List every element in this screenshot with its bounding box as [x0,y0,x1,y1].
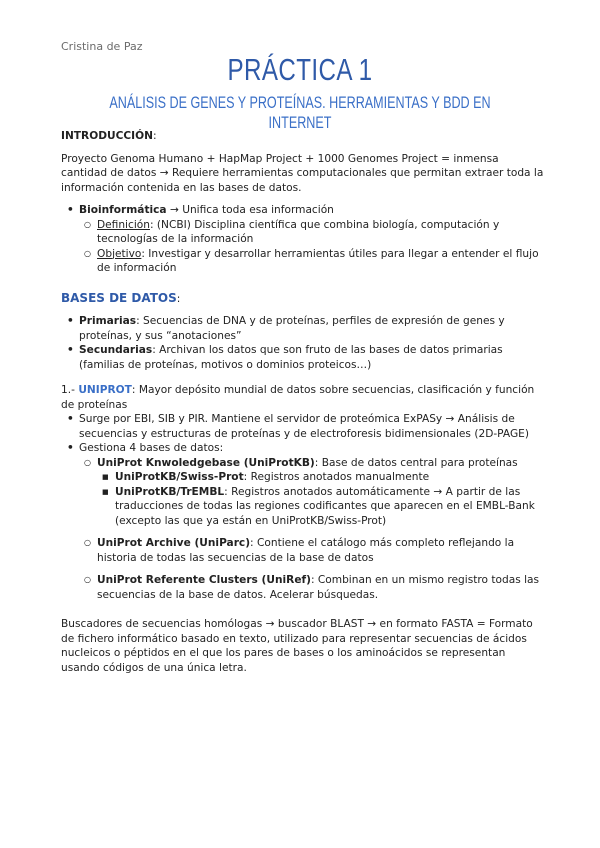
uniprotkb-text: : Base de datos central para proteínas [314,456,518,469]
blast-paragraph: Buscadores de secuencias homólogas → buscador BLAST → en formato FASTA = Formato de fichero informático basado en texto, utilizado para representar secuencias de ácidos nucleicos o péptidos en el que los pares de bases o los aminoácidos se representan usando códigos de una única letra. [61,618,533,674]
swissprot-text: : Registros anotados manualmente [243,471,430,483]
uniprot-name: UNIPROT [78,384,132,396]
document-body [61,129,545,675]
trembl-term: UniProtKB/TrEMBL [115,485,225,498]
definition-term: Definición [97,218,150,231]
uniref-text: : Combinan en un mismo registro todas las secuencias de la base de datos. Acelerar búsquedas. [97,574,540,601]
databases-heading-line [61,291,545,307]
uniprot-desc: : Mayor depósito mundial de datos sobre secuencias, clasificación y función de proteínas [61,384,535,411]
intro-heading-colon: : [152,130,157,142]
list-item-secondary [61,343,545,372]
intro-heading: INTRODUCCIÓN [61,130,153,142]
list-item-bioinformatics [61,203,545,276]
document-title: PRÁCTICA 1 [227,52,373,87]
list-item-objective [79,247,545,276]
primary-text: : Secuencias de DNA y de proteínas, perfiles de expresión de genes y proteínas, y sus “anotaciones” [79,315,505,342]
uniprot-db-list [79,456,545,603]
list-item-uniparc [79,536,545,573]
databases-heading: BASES DE DATOS [61,290,177,305]
bio-sublist [79,218,545,276]
list-item-origin: • Surge por EBI, SIB y PIR. Mantiene el servidor de proteómica ExPASy → Análisis de secuencias y estructuras de proteínas y de electroforesis bidimensionales (2D-PAGE) [61,412,545,441]
trembl-text: : Registros anotados automáticamente → A partir de las traducciones de todas las regiones codificantes que aparecen en el EMBL-Bank (excepto las que ya están en UniProtKB/Swiss-Prot) [115,485,535,527]
list-item-manages [61,441,545,602]
list-item-swissprot [97,470,545,485]
objective-term: Objetivo [97,247,142,260]
list-item-primary [61,314,545,343]
bio-text: → Unifica toda esa información [166,204,334,216]
uniprot-paragraph [61,383,545,412]
secondary-term: Secundarias [79,344,153,356]
bio-term: Bioinformática [79,204,167,216]
list-item-uniprotkb [79,456,545,537]
intro-heading-line [61,129,545,144]
objective-text: : Investigar y desarrollar herramientas útiles para llegar a entender el flujo de información [97,247,539,274]
databases-heading-colon: : [176,292,181,305]
author-name: Cristina de Paz [61,40,143,53]
intro-list [61,203,545,276]
secondary-text: : Archivan los datos que son fruto de las bases de datos primarias (familias de proteínas, motivos o dominios proteicos…) [79,344,503,371]
uniprotkb-term: UniProt Knwoledgebase (UniProtKB) [97,456,315,469]
definition-text: : (NCBI) Disciplina científica que combina biología, computación y tecnologías de la información [97,218,500,245]
swissprot-term: UniProtKB/Swiss-Prot [115,471,244,483]
intro-paragraph: Proyecto Genoma Humano + HapMap Project + 1000 Genomes Project = inmensa cantidad de datos → Requiere herramientas computacionales que permitan extraer toda la información contenida en las bases de datos. [61,152,544,194]
list-item-trembl [97,485,545,529]
uniprot-list [61,412,545,602]
uniparc-term: UniProt Archive (UniParc) [97,537,251,549]
document-subtitle: ANÁLISIS DE GENES Y PROTEÍNAS. HERRAMIENTAS Y BDD EN INTERNET [109,93,491,132]
databases-list [61,314,545,372]
uniprot-prefix: 1.- [61,384,79,396]
uniparc-text: : Contiene el catálogo más completo reflejando la historia de todas las secuencias de la base de datos [97,537,515,564]
list-item-definition [79,218,545,247]
uniref-term: UniProt Referente Clusters (UniRef) [97,574,311,586]
uniprotkb-sublist [97,470,545,528]
primary-term: Primarias [79,315,137,327]
list-item-uniref [79,573,545,602]
manages-text: Gestiona 4 bases de datos: [79,442,224,454]
